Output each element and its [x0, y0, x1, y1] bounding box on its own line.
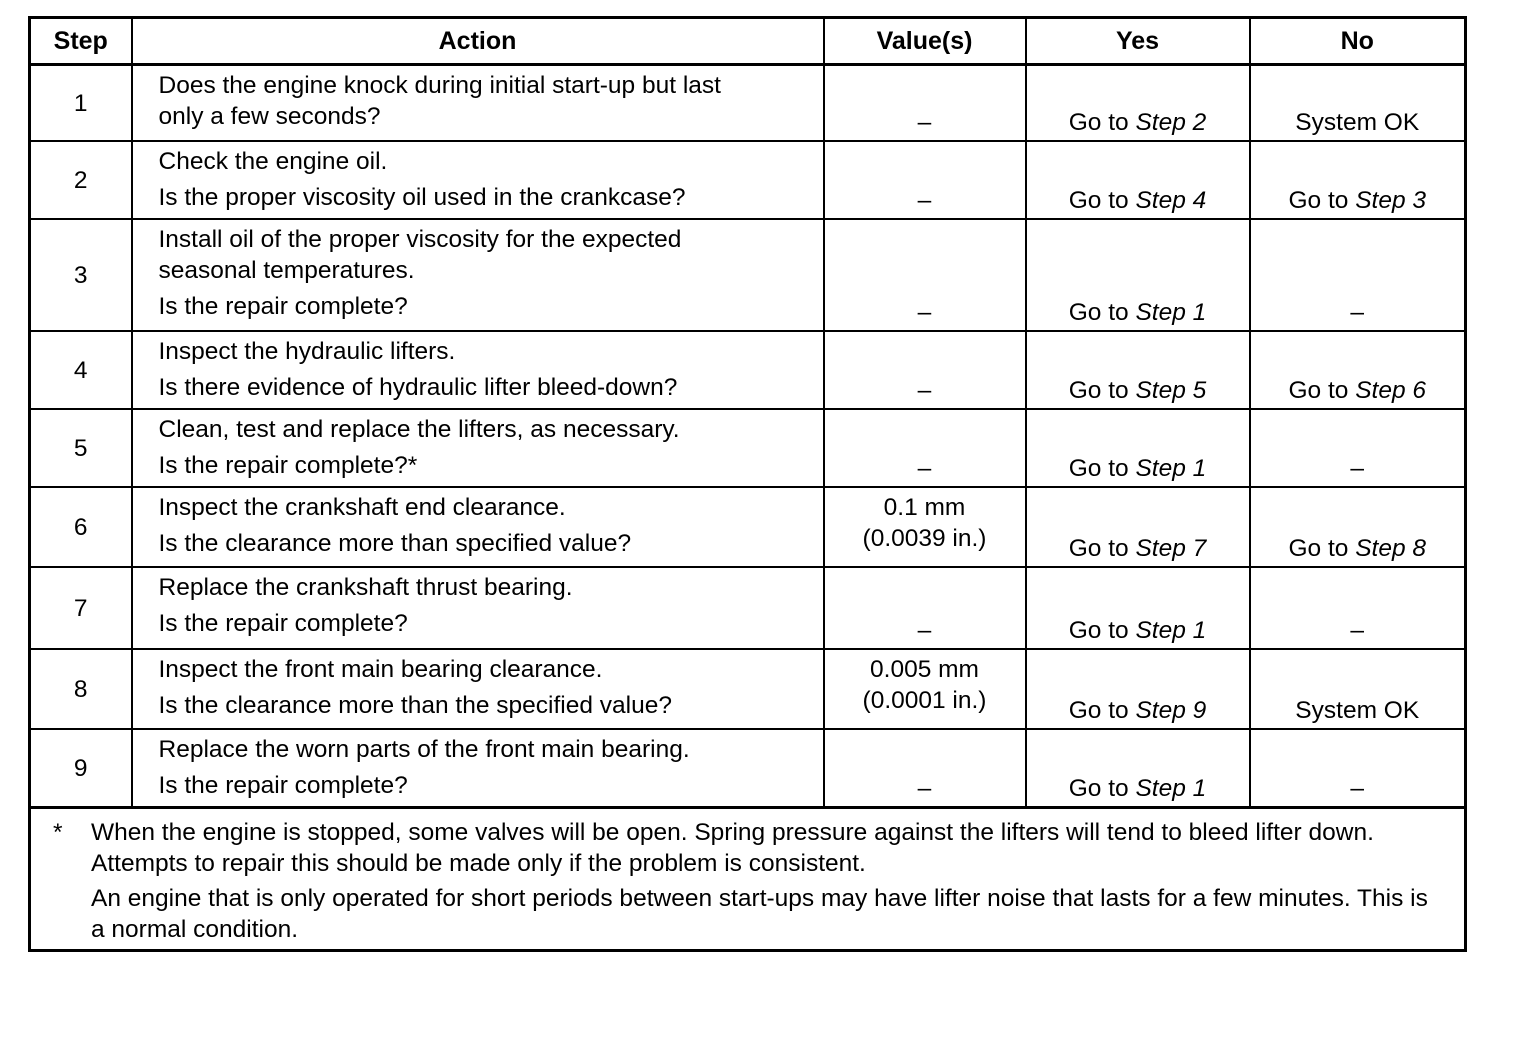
footnote-paragraph: An engine that is only operated for short periods between start-ups may have lifter noise that lasts for a few minutes. This is a normal condition. — [91, 885, 1428, 943]
action-line: Is the repair complete?* — [158, 452, 418, 479]
yes-prefix: Go to — [1068, 299, 1136, 326]
no-prefix: Go to — [1288, 187, 1356, 214]
yes-prefix: Go to — [1068, 775, 1136, 802]
value-line: (0.0039 in.) — [862, 525, 987, 552]
step-number: 5 — [30, 409, 132, 487]
action-line: only a few seconds? — [158, 103, 381, 130]
yes-prefix: Go to — [1068, 109, 1136, 136]
header-action: Action — [132, 18, 824, 65]
no-cell — [1250, 409, 1466, 487]
step-number: 2 — [30, 141, 132, 219]
no-prefix: – — [1350, 299, 1365, 326]
value-line: – — [917, 377, 932, 404]
value-cell — [824, 729, 1026, 808]
yes-prefix: Go to — [1068, 455, 1136, 482]
header-values: Value(s) — [824, 18, 1026, 65]
value-line: – — [917, 775, 932, 802]
value-line: 0.005 mm — [870, 656, 979, 683]
header-no: No — [1250, 18, 1466, 65]
table-header — [30, 18, 1466, 65]
table-row — [30, 219, 1466, 331]
value-line: – — [917, 455, 932, 482]
diagnostic-table — [28, 16, 1467, 952]
no-cell — [1250, 141, 1466, 219]
no-step-ref: Step 6 — [1355, 377, 1427, 404]
table-row — [30, 487, 1466, 567]
action-cell — [132, 649, 824, 729]
action-cell — [132, 729, 824, 808]
no-cell — [1250, 729, 1466, 808]
step-number: 9 — [30, 729, 132, 808]
value-cell — [824, 487, 1026, 567]
value-cell — [824, 567, 1026, 649]
no-cell — [1250, 487, 1466, 567]
yes-cell — [1026, 219, 1250, 331]
action-cell — [132, 409, 824, 487]
yes-prefix: Go to — [1068, 617, 1136, 644]
action-cell — [132, 65, 824, 142]
value-cell — [824, 331, 1026, 409]
action-line: Is the repair complete? — [158, 772, 408, 799]
table-row — [30, 141, 1466, 219]
footnote-body — [91, 817, 1444, 945]
yes-cell — [1026, 649, 1250, 729]
value-line: – — [917, 187, 932, 214]
table-row — [30, 65, 1466, 142]
step-number: 3 — [30, 219, 132, 331]
value-line: 0.1 mm — [883, 494, 966, 521]
action-line: Inspect the front main bearing clearance. — [158, 656, 603, 683]
step-number: 1 — [30, 65, 132, 142]
header-step: Step — [30, 18, 132, 65]
yes-step-ref: Step 1 — [1135, 617, 1207, 644]
value-line: – — [917, 299, 932, 326]
yes-step-ref: Step 1 — [1135, 455, 1207, 482]
no-cell — [1250, 65, 1466, 142]
action-line: Inspect the crankshaft end clearance. — [158, 494, 566, 521]
action-line: Replace the crankshaft thrust bearing. — [158, 574, 573, 601]
yes-cell — [1026, 141, 1250, 219]
no-prefix: – — [1350, 617, 1365, 644]
value-line: (0.0001 in.) — [862, 687, 987, 714]
action-cell — [132, 487, 824, 567]
no-prefix: – — [1350, 775, 1365, 802]
step-number: 6 — [30, 487, 132, 567]
step-number: 7 — [30, 567, 132, 649]
yes-cell — [1026, 65, 1250, 142]
action-line: Is the proper viscosity oil used in the crankcase? — [158, 184, 686, 211]
yes-cell — [1026, 487, 1250, 567]
yes-prefix: Go to — [1068, 535, 1136, 562]
yes-cell — [1026, 409, 1250, 487]
no-cell — [1250, 567, 1466, 649]
action-line: Is the clearance more than specified value? — [158, 530, 632, 557]
yes-cell — [1026, 331, 1250, 409]
yes-step-ref: Step 5 — [1135, 377, 1207, 404]
action-cell — [132, 141, 824, 219]
action-line: Is the repair complete? — [158, 293, 408, 320]
diagnostic-table-container — [28, 16, 1464, 952]
no-cell — [1250, 649, 1466, 729]
no-step-ref: Step 8 — [1355, 535, 1427, 562]
action-line: Does the engine knock during initial start-up but last — [158, 72, 721, 99]
yes-prefix: Go to — [1068, 187, 1136, 214]
no-step-ref: Step 3 — [1355, 187, 1427, 214]
table-row — [30, 409, 1466, 487]
action-cell — [132, 567, 824, 649]
yes-cell — [1026, 729, 1250, 808]
yes-prefix: Go to — [1068, 377, 1136, 404]
no-cell — [1250, 331, 1466, 409]
action-line: Clean, test and replace the lifters, as necessary. — [158, 416, 680, 443]
value-cell — [824, 409, 1026, 487]
value-line: – — [917, 109, 932, 136]
yes-step-ref: Step 7 — [1135, 535, 1207, 562]
table-row — [30, 729, 1466, 808]
yes-step-ref: Step 1 — [1135, 299, 1207, 326]
value-cell — [824, 649, 1026, 729]
action-line: Inspect the hydraulic lifters. — [158, 338, 456, 365]
action-line: Check the engine oil. — [158, 148, 388, 175]
no-prefix: Go to — [1288, 535, 1356, 562]
no-prefix: System OK — [1295, 697, 1420, 724]
yes-step-ref: Step 9 — [1135, 697, 1207, 724]
footnote — [30, 808, 1466, 951]
no-prefix: – — [1350, 455, 1365, 482]
value-line: – — [917, 617, 932, 644]
action-cell — [132, 331, 824, 409]
table-row — [30, 331, 1466, 409]
step-number: 8 — [30, 649, 132, 729]
action-line: seasonal temperatures. — [158, 257, 415, 284]
no-prefix: Go to — [1288, 377, 1356, 404]
step-number: 4 — [30, 331, 132, 409]
action-line: Is the clearance more than the specified value? — [158, 692, 672, 719]
yes-cell — [1026, 567, 1250, 649]
yes-step-ref: Step 1 — [1135, 775, 1207, 802]
action-line: Replace the worn parts of the front main bearing. — [158, 736, 690, 763]
no-cell — [1250, 219, 1466, 331]
table-row — [30, 567, 1466, 649]
action-line: Install oil of the proper viscosity for the expected — [158, 226, 682, 253]
value-cell — [824, 65, 1026, 142]
table-row — [30, 649, 1466, 729]
footnote-paragraph: When the engine is stopped, some valves will be open. Spring pressure against the lifters will tend to bleed lifter down. Attempts to repair this should be made only if the problem is consistent. — [91, 819, 1374, 877]
value-cell — [824, 141, 1026, 219]
footnote-marker: * — [53, 819, 63, 846]
no-prefix: System OK — [1295, 109, 1420, 136]
action-line: Is the repair complete? — [158, 610, 408, 637]
yes-step-ref: Step 4 — [1135, 187, 1207, 214]
value-cell — [824, 219, 1026, 331]
table-body — [30, 65, 1466, 808]
header-yes: Yes — [1026, 18, 1250, 65]
yes-step-ref: Step 2 — [1135, 109, 1207, 136]
action-line: Is there evidence of hydraulic lifter bleed-down? — [158, 374, 678, 401]
yes-prefix: Go to — [1068, 697, 1136, 724]
action-cell — [132, 219, 824, 331]
